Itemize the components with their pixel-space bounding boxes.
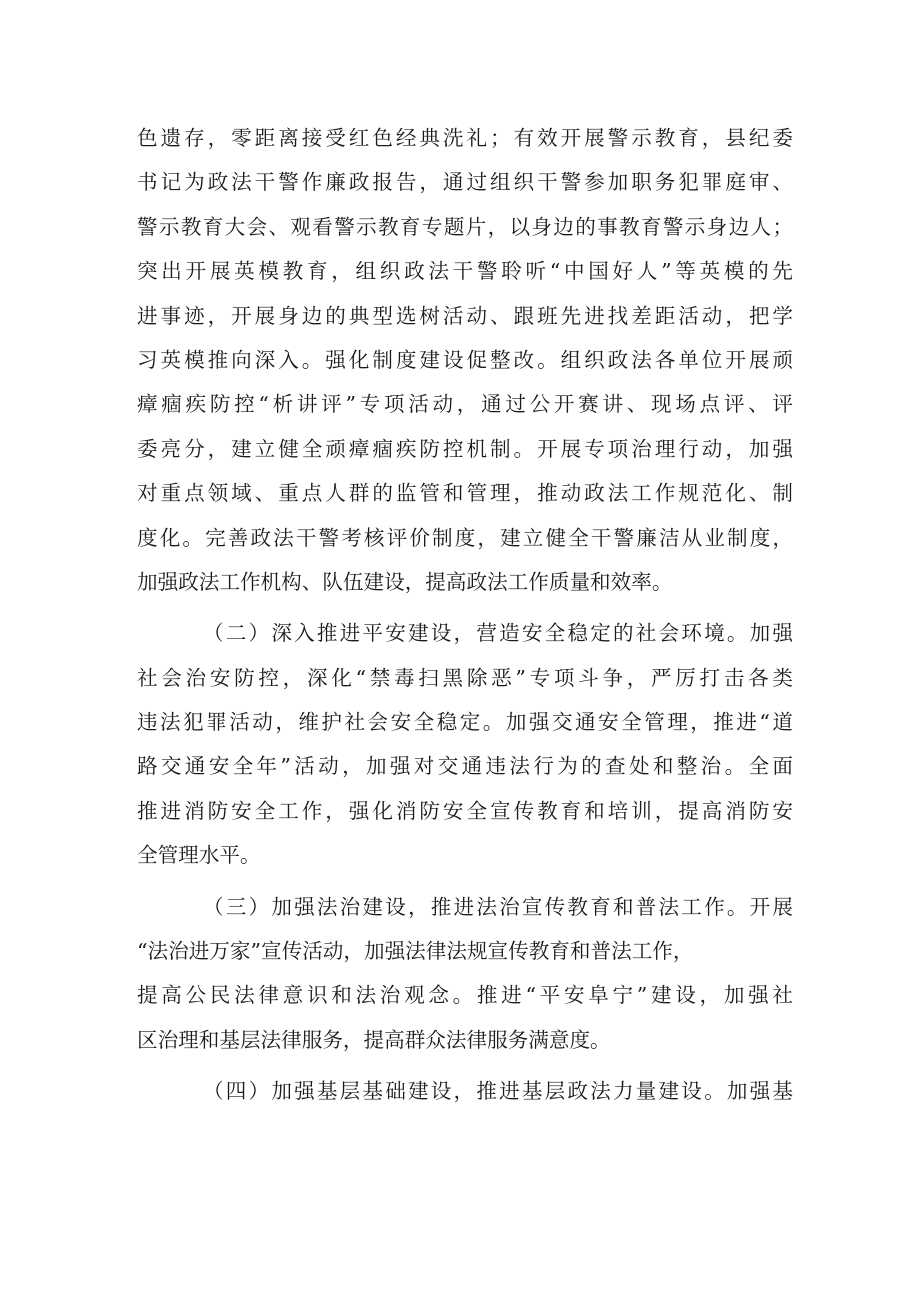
text-line: 违法犯罪活动，维护社会安全稳定。加强交通安全管理，推进“道 bbox=[137, 710, 793, 735]
document-body bbox=[137, 116, 793, 1114]
text-line: 委亮分，建立健全顽瘴痼疾防控机制。开展专项治理行动，加强 bbox=[137, 436, 793, 461]
text-line: 路交通安全年”活动，加强对交通违法行为的查处和整治。全面 bbox=[137, 754, 793, 779]
text-line: “法治进万家”宣传活动，加强法律法规宣传教育和普法工作， bbox=[137, 939, 694, 964]
text-line: 全管理水平。 bbox=[137, 843, 261, 868]
paragraph-3 bbox=[137, 885, 793, 1063]
text-line: 突出开展英模教育，组织政法干警聆听“中国好人”等英模的先 bbox=[137, 259, 793, 284]
text-line: 习英模推向深入。强化制度建设促整改。组织政法各单位开展顽 bbox=[137, 347, 793, 372]
text-line: （二）深入推进平安建设，营造安全稳定的社会环境。加强 bbox=[203, 621, 793, 646]
text-line: （三）加强法治建设，推进法治宣传教育和普法工作。开展 bbox=[203, 894, 793, 919]
text-line: 进事迹，开展身边的典型选树活动、跟班先进找差距活动，把学 bbox=[137, 303, 793, 328]
text-line: 度化。完善政法干警考核评价制度，建立健全干警廉洁从业制度， bbox=[137, 525, 793, 550]
text-line: （四）加强基层基础建设，推进基层政法力量建设。加强基 bbox=[203, 1079, 793, 1104]
text-line: 对重点领域、重点人群的监管和管理，推动政法工作规范化、制 bbox=[137, 481, 793, 506]
paragraph-2 bbox=[137, 611, 793, 877]
text-line: 瘴痼疾防控“析讲评”专项活动，通过公开赛讲、现场点评、评 bbox=[137, 392, 793, 417]
text-line: 推进消防安全工作，强化消防安全宣传教育和培训，提高消防安 bbox=[137, 798, 793, 823]
text-line: 区治理和基层法律服务，提高群众法律服务满意度。 bbox=[137, 1027, 611, 1052]
text-line: 加强政法工作机构、队伍建设，提高政法工作质量和效率。 bbox=[137, 569, 673, 594]
paragraph-1 bbox=[137, 116, 793, 604]
text-line: 色遗存，零距离接受红色经典洗礼；有效开展警示教育，县纪委 bbox=[137, 126, 793, 150]
text-line: 提高公民法律意识和法治观念。推进“平安阜宁”建设，加强社 bbox=[137, 983, 793, 1008]
text-line: 警示教育大会、观看警示教育专题片，以身边的事教育警示身边人； bbox=[137, 214, 793, 239]
text-line: 书记为政法干警作廉政报告，通过组织干警参加职务犯罪庭审、 bbox=[137, 170, 793, 195]
paragraph-4 bbox=[137, 1069, 793, 1113]
text-line: 社会治安防控，深化“禁毒扫黑除恶”专项斗争，严厉打击各类 bbox=[137, 665, 793, 690]
